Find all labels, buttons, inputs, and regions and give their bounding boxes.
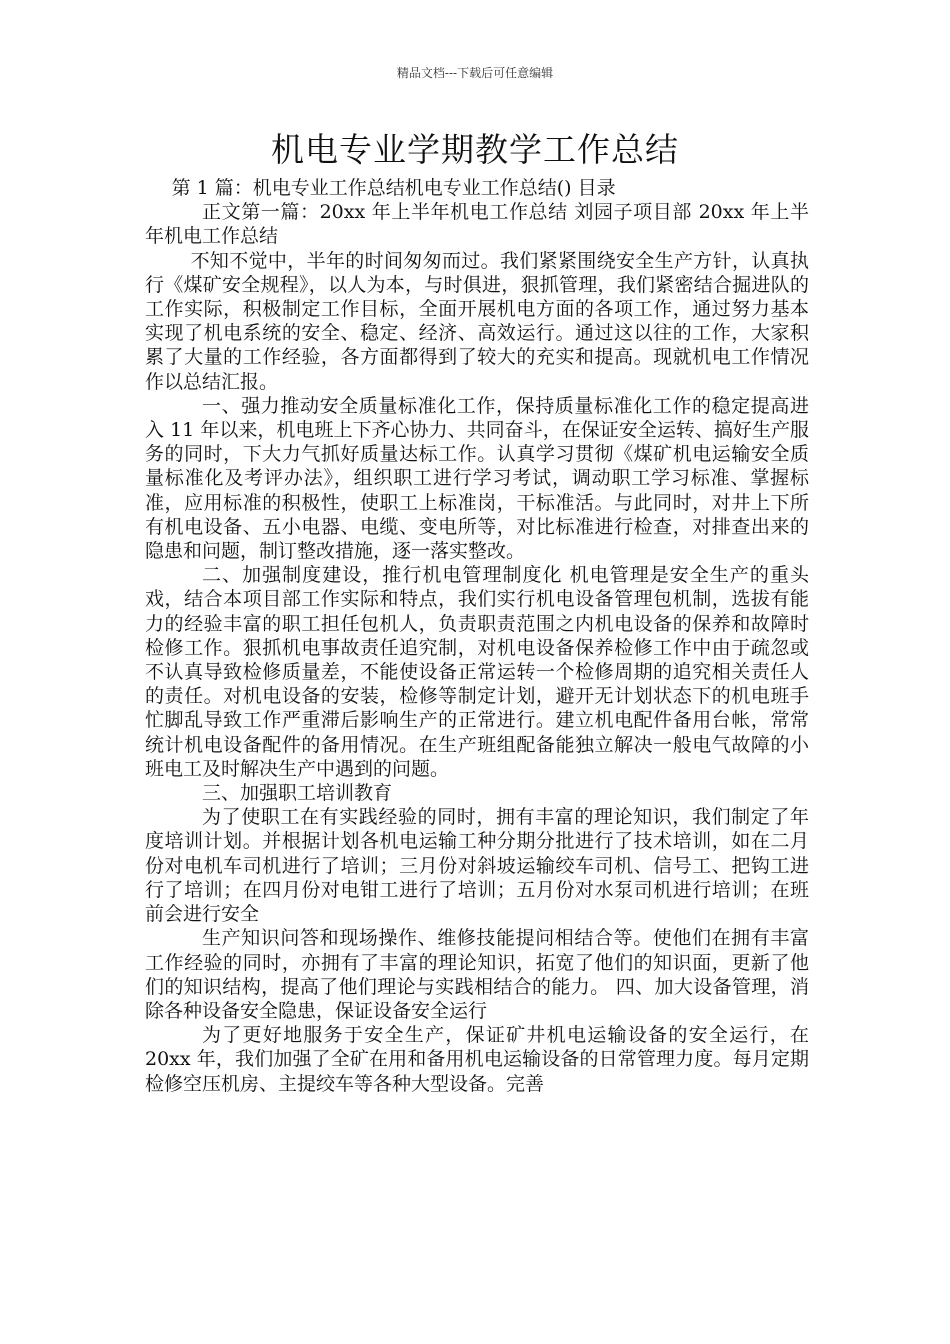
body-paragraph: 不知不觉中，半年的时间匆匆而过。我们紧紧围绕安全生产方针，认真执行《煤矿安全规程》，以人为本，与时俱进，狠抓管理，我们紧密结合掘进队的工作实际，积极制定工作目标，全面开展机电方面的各项工作，通过努力基本实现了机电系统的安全、稳定、经济、高效运行。通过这以往的工作，大家积累了大量的工作经验，各方面都得到了较大的充实和提高。现就机电工作情况作以总结汇报。 [145,249,809,393]
body-paragraph: 一、强力推动安全质量标准化工作，保持质量标准化工作的稳定提高进入 11 年以来，机电班上下齐心协力、共同奋斗，在保证安全运转、搞好生产服务的同时，下大力气抓好质量达标工作。认真学习贯彻《煤矿机电运输安全质量标准化及考评办法》，组织职工进行学习考试，调动职工学习标准、掌握标准，应用标准的积极性，使职工上标准岗，干标准活。与此同时，对井上下所有机电设备、五小电器、电缆、变电所等，对比标准进行检查，对排查出来的隐患和问题，制订整改措施，逐一落实整改。 [145,394,809,563]
body-paragraph: 生产知识问答和现场操作、维修技能提问相结合等。使他们在拥有丰富工作经验的同时，亦拥有了丰富的理论知识，拓宽了他们的知识面，更新了他们的知识结构，提高了他们理论与实践相结合的能力。 四、加大设备管理，消除各种设备安全隐患，保证设备安全运行 [145,927,809,1022]
body-paragraph: 为了更好地服务于安全生产，保证矿井机电运输设备的安全运行，在 20xx 年，我们加强了全矿在用和备用机电运输设备的日常管理力度。每月定期检修空压机房、主提绞车等各种大型设备。完善 [145,1024,809,1095]
document-title: 机电专业学期教学工作总结 [271,130,679,169]
page-header: 精品文档---下载后可任意编辑 [396,66,554,80]
subtitle-line: 第 1 篇：机电专业工作总结机电专业工作总结() 目录 [171,177,616,199]
document-body [145,176,809,1096]
section-heading: 三、加强职工培训教育 [202,782,393,805]
body-paragraph: 为了使职工在有实践经验的同时，拥有丰富的理论知识，我们制定了年度培训计划。并根据计划各机电运输工种分期分批进行了技术培训，如在二月份对电机车司机进行了培训；三月份对斜坡运输绞车司机、信号工、把钩工进行了培训；在四月份对电钳工进行了培训；五月份对水泵司机进行培训；在班前会进行安全 [145,806,809,926]
body-paragraph: 二、加强制度建设，推行机电管理制度化 机电管理是安全生产的重头戏，结合本项目部工作实际和特点，我们实行机电设备管理包机制，选拔有能力的经验丰富的职工担任包机人，负责职责范围之内机电设备的保养和故障时检修工作。狠抓机电事故责任追究制，对机电设备保养检修工作中由于疏忽或不认真导致检修质量差，不能使设备正常运转一个检修周期的追究相关责任人的责任。对机电设备的安装，检修等制定计划，避开无计划状态下的机电班手忙脚乱导致工作严重滞后影响生产的正常进行。建立机电配件备用台帐，常常统计机电设备配件的备用情况。在生产班组配备能独立解决一般电气故障的小班电工及时解决生产中遇到的问题。 [145,564,809,780]
body-paragraph: 正文第一篇：20xx 年上半年机电工作总结 刘园子项目部 20xx 年上半年机电工作总结 [145,201,809,248]
